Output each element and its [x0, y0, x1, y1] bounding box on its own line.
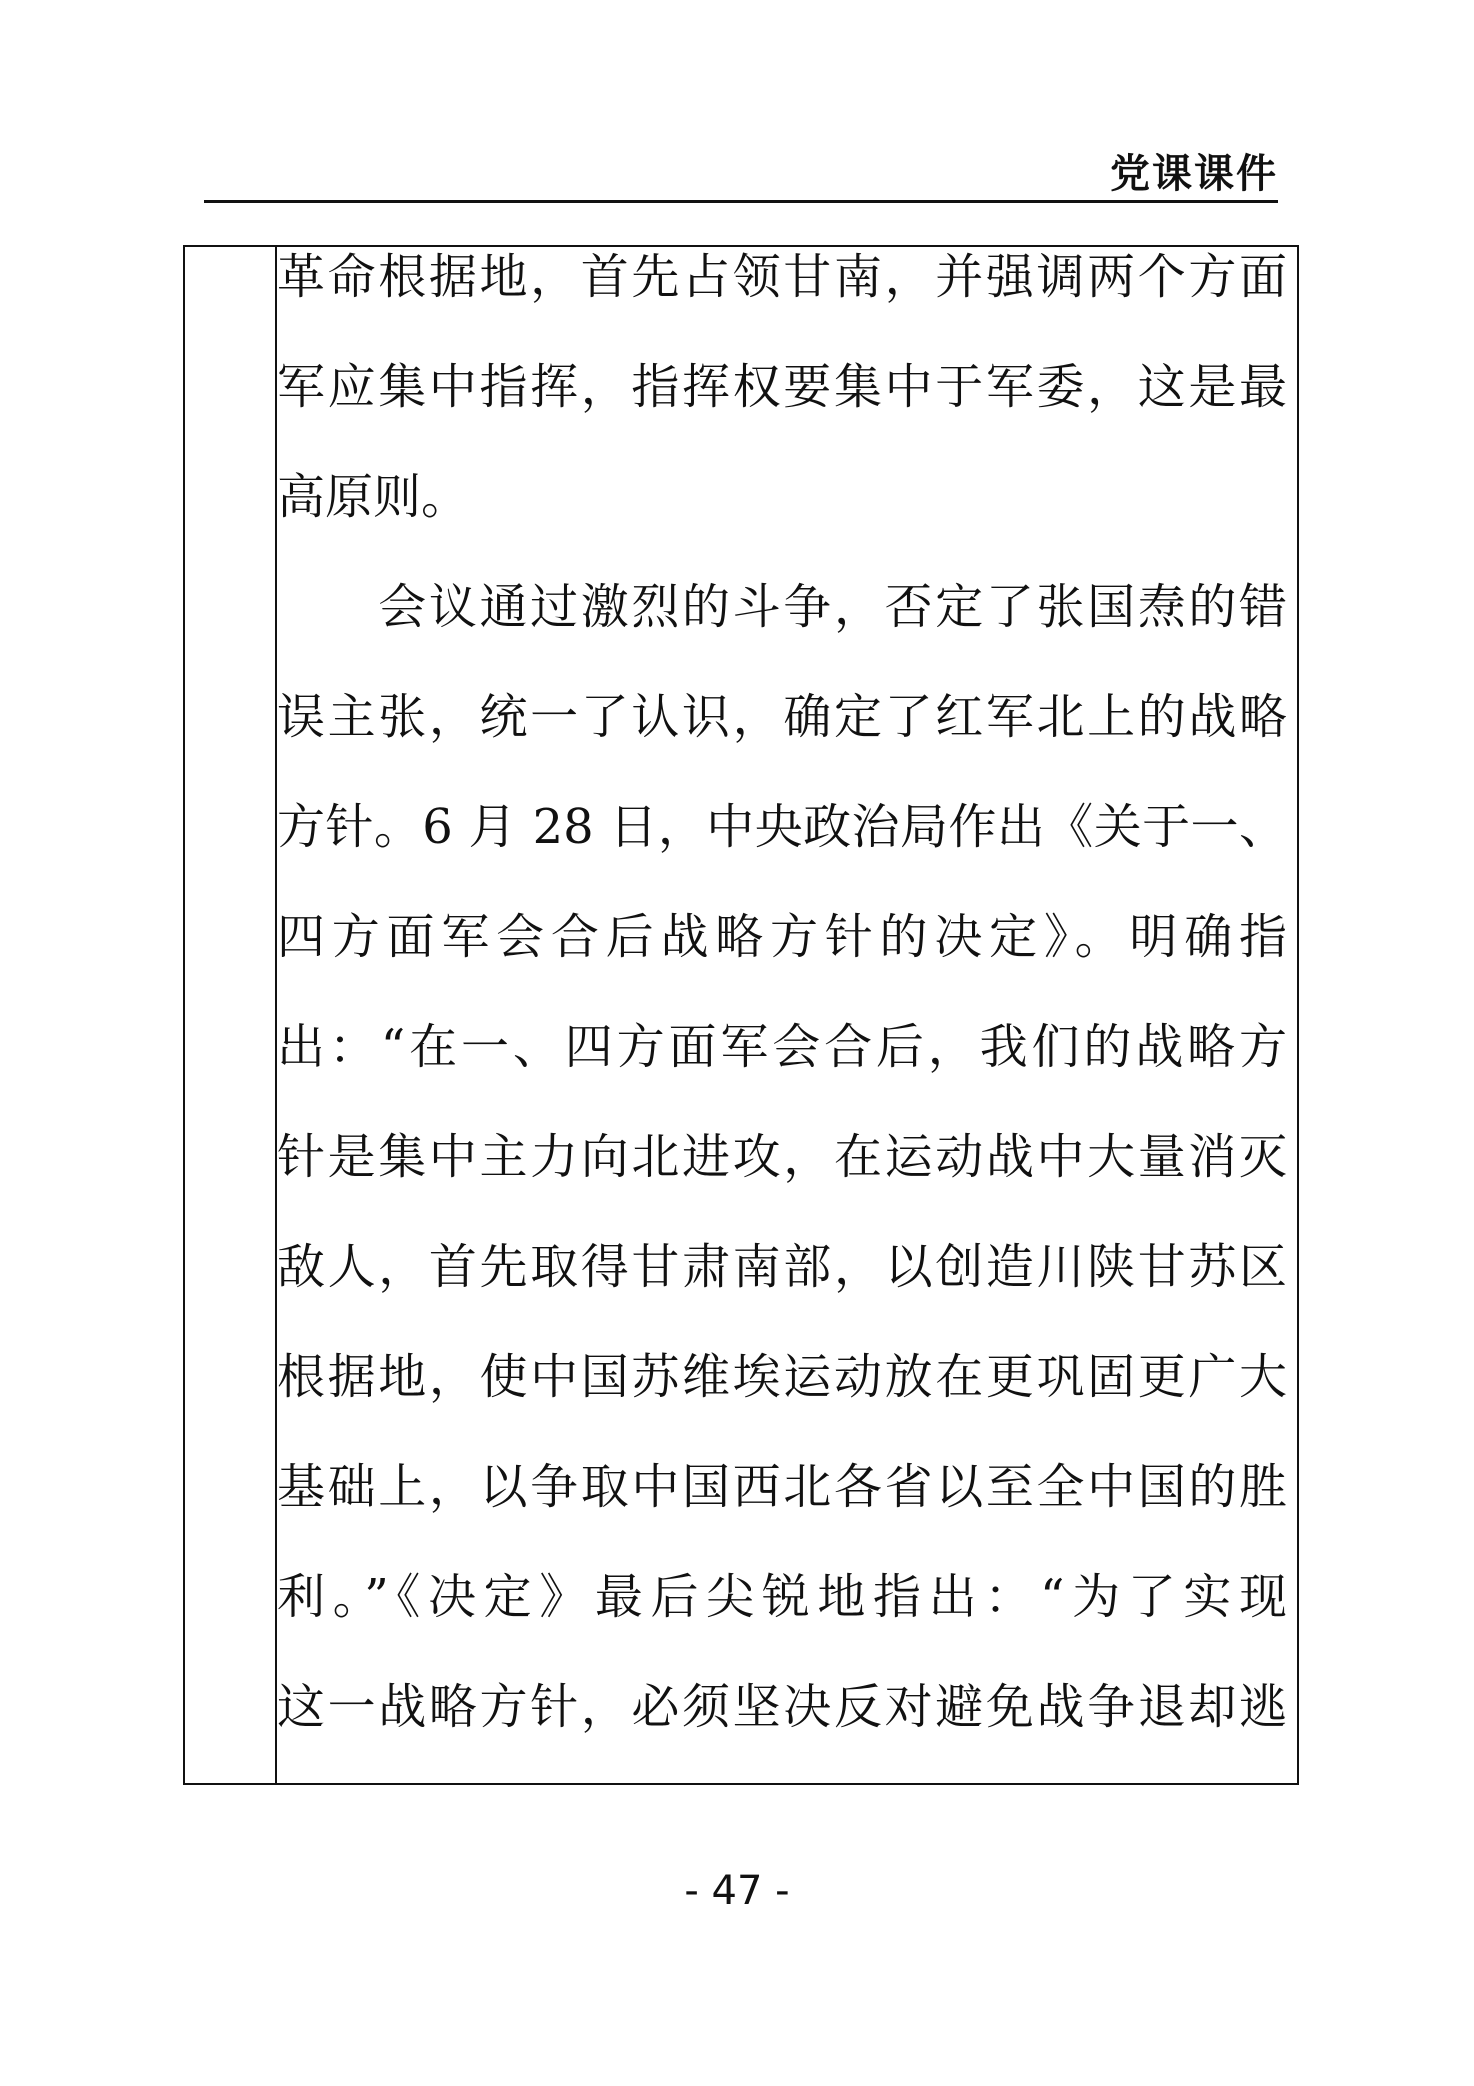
- body-line: 方针。6 月 28 日，中央政治局作出《关于一、: [277, 799, 1287, 855]
- body-line: 根据地，使中国苏维埃运动放在更巩固更广大: [277, 1349, 1287, 1405]
- text-column: [277, 247, 1297, 1783]
- body-line: 针是集中主力向北进攻，在运动战中大量消灭: [277, 1129, 1287, 1185]
- header-title: 党课课件: [1110, 151, 1278, 197]
- page-number: - 47 -: [684, 1868, 790, 1914]
- body-line: 高原则。: [277, 469, 470, 525]
- body-line: 革命根据地，首先占领甘南，并强调两个方面: [277, 249, 1287, 305]
- body-line: 敌人，首先取得甘肃南部，以创造川陕甘苏区: [277, 1239, 1287, 1295]
- content-table: [183, 245, 1299, 1785]
- label-column: [185, 247, 277, 1783]
- body-line: 军应集中指挥，指挥权要集中于军委，这是最: [277, 359, 1287, 415]
- body-line: 四方面军会合后战略方针的决定》。明确指: [277, 909, 1287, 965]
- body-line: 利。”《决定》最后尖锐地指出：“为了实现: [277, 1569, 1287, 1625]
- body-line: 基础上，以争取中国西北各省以至全中国的胜: [277, 1459, 1287, 1515]
- body-line: 误主张，统一了认识，确定了红军北上的战略: [277, 689, 1287, 745]
- header-rule: [204, 200, 1278, 203]
- body-line: 这一战略方针，必须坚决反对避免战争退却逃: [277, 1679, 1287, 1735]
- body-line: 出：“在一、四方面军会合后，我们的战略方: [277, 1019, 1287, 1075]
- body-line: 会议通过激烈的斗争，否定了张国焘的错: [277, 579, 1287, 635]
